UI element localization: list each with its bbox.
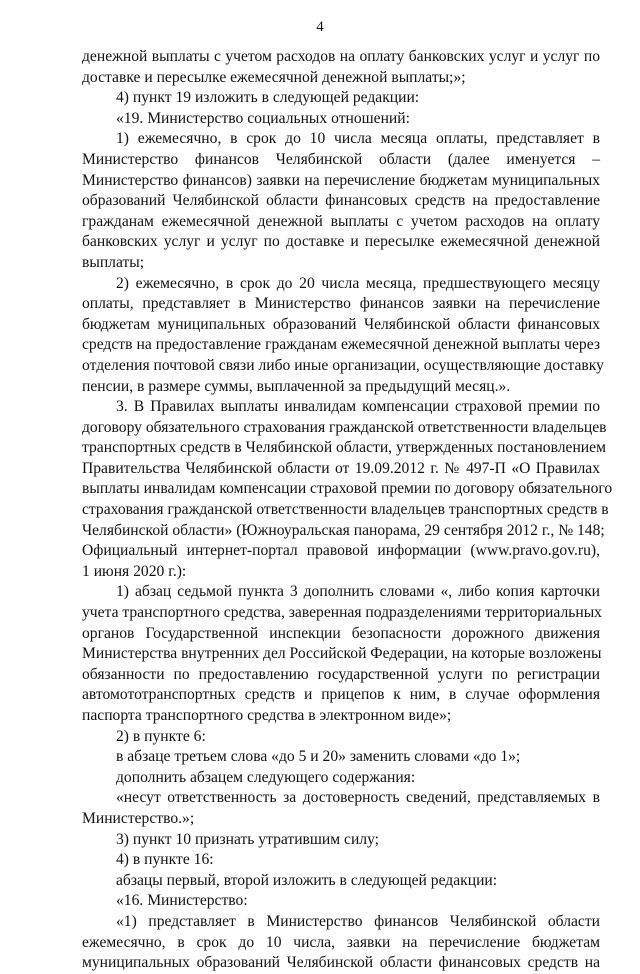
text-line: договору обязательного страхования гражданской ответственности владельцев: [82, 418, 607, 436]
text-line: Министерство.»;: [82, 809, 195, 827]
text-line: отделения почтовой связи либо иные организации, осуществляющие доставку: [82, 356, 604, 374]
text-line: Министерство финансов) заявки на перечисление бюджетам муниципальных: [82, 171, 600, 189]
text-line: автомототранспортных средств и прицепов к ним, в случае оформления: [82, 686, 600, 704]
text-line: выплаты;: [82, 253, 145, 271]
text-line: паспорта транспортного средства в электронном виде»;: [82, 707, 452, 724]
text-line: «1) представляет в Министерство финансов Челябинской области: [116, 912, 600, 930]
text-line: Министерство финансов Челябинской области (далее именуется –: [82, 150, 600, 168]
text-line: Правительства Челябинской области от 19.09.2012 г. № 497-П «О Правилах: [82, 459, 600, 477]
text-line: транспортных средств в Челябинской области, утвержденных постановлением: [82, 439, 606, 457]
text-line: 3. В Правилах выплаты инвалидам компенсации страховой премии по: [116, 398, 600, 416]
text-line: бюджетам муниципальных образований Челябинской области финансовых: [82, 315, 600, 333]
page-number: 4: [316, 19, 324, 35]
text-line: 2) в пункте 6:: [116, 727, 206, 745]
text-line: оплаты, представляет в Министерство финансов заявки на перечисление: [82, 295, 600, 313]
text-line: «19. Министерство социальных отношений:: [116, 109, 410, 127]
text-line: 2) ежемесячно, в срок до 20 числа месяца, предшествующего месяцу: [116, 274, 600, 292]
text-line: пенсии, в размере суммы, выплаченной за предыдущий месяц.».: [82, 377, 511, 395]
text-line: выплаты инвалидам компенсации страховой премии по договору обязательного: [82, 480, 613, 498]
text-line: абзацы первый, второй изложить в следующей редакции:: [116, 871, 498, 889]
text-line: Министерства внутренних дел Российской Федерации, на которые возложены: [82, 645, 602, 663]
text-line: 1) абзац седьмой пункта 3 дополнить словами «, либо копия карточки: [116, 583, 600, 601]
text-line: Челябинской области» (Южноуральская панорама, 29 сентября 2012 г., № 148;: [82, 521, 605, 539]
document-body: [82, 47, 613, 974]
text-line: 3) пункт 10 признать утратившим силу;: [116, 830, 380, 848]
text-line: банковских услуг и услуг по доставке и пересылке ежемесячной денежной: [82, 233, 600, 251]
text-line: 1 июня 2020 г.):: [82, 562, 187, 580]
text-line: органов Государственной инспекции безопасности дорожного движения: [82, 624, 600, 642]
text-line: образований Челябинской области финансовых средств на предоставление: [82, 192, 600, 210]
text-line: доставке и пересылке ежемесячной денежной выплаты;»;: [82, 68, 466, 86]
text-line: «несут ответственность за достоверность сведений, представляемых в: [116, 789, 600, 807]
text-line: учета транспортного средства, заверенная подразделениями территориальных: [82, 604, 602, 622]
text-line: 1) ежемесячно, в срок до 10 числа месяца оплаты, представляет в: [116, 130, 600, 148]
text-line: средств на предоставление гражданам ежемесячной денежной выплаты через: [82, 336, 600, 354]
text-line: обязанности по предоставлению государственной услуги по регистрации: [82, 665, 600, 683]
text-line: денежной выплаты с учетом расходов на оплату банковских услуг и услуг по: [82, 48, 600, 65]
text-line: дополнить абзацем следующего содержания:: [116, 768, 416, 786]
text-line: 4) в пункте 16:: [116, 851, 214, 869]
text-line: «16. Министерство:: [116, 892, 248, 910]
text-line: муниципальных образований Челябинской области финансовых средств на: [82, 954, 600, 972]
text-line: в абзаце третьем слова «до 5 и 20» заменить словами «до 1»;: [116, 748, 521, 766]
text-line: ежемесячно, в срок до 10 числа, заявки на перечисление бюджетам: [82, 933, 600, 951]
text-line: 4) пункт 19 изложить в следующей редакции:: [116, 89, 420, 107]
text-line: гражданам ежемесячной денежной выплаты с учетом расходов на оплату: [82, 212, 600, 230]
text-line: страхования гражданской ответственности владельцев транспортных средств в: [82, 501, 609, 519]
text-line: Официальный интернет-портал правовой информации (www.pravo.gov.ru),: [82, 542, 600, 560]
